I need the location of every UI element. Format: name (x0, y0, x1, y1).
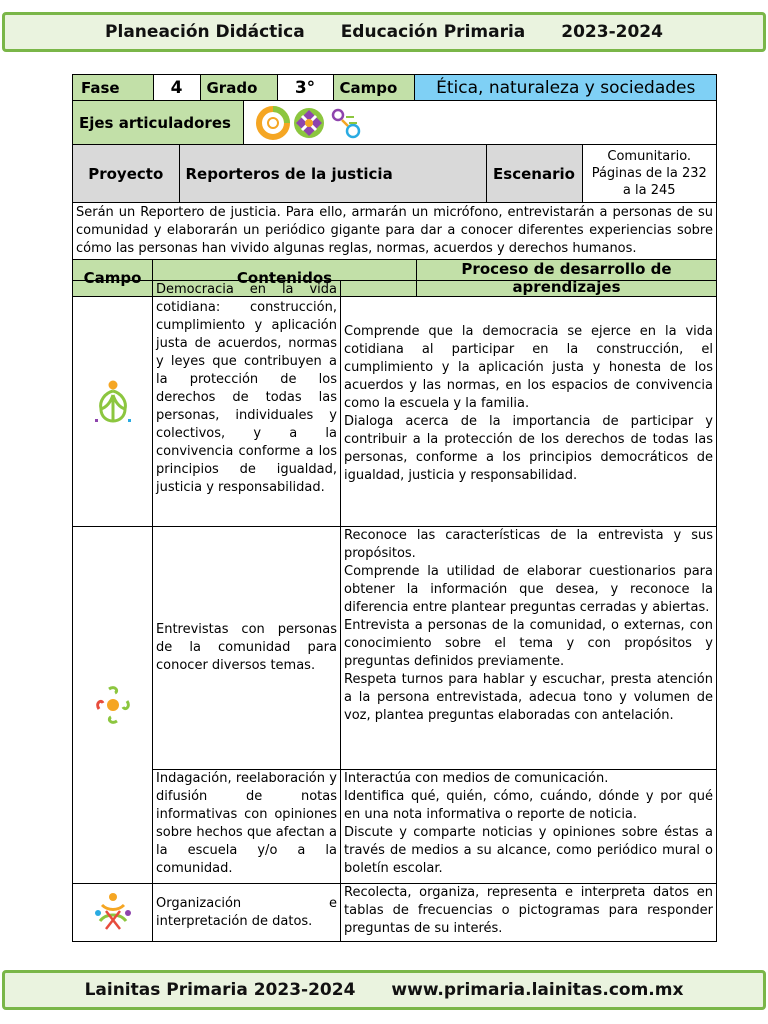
footer-url[interactable]: www.primaria.lainitas.com.mx (391, 980, 684, 1000)
fase-value: 4 (153, 75, 200, 100)
proceso-cell (341, 770, 717, 884)
lenguajes-icon (93, 683, 133, 727)
contenidos-table (72, 280, 717, 942)
header-title: Planeación Didáctica (105, 22, 305, 42)
info-row (73, 75, 717, 101)
proceso-cell (341, 281, 717, 527)
proyecto-row (73, 145, 717, 203)
escenario-value: Comunitario. Páginas de la 232 a la 245 (591, 149, 707, 198)
table-row (73, 884, 717, 942)
col-header-contenidos: Contenidos (153, 260, 417, 297)
proceso-item: Identifica qué, quién, cómo, cuándo, dónde y por qué en una nota informativa o reporte de noticia. (344, 789, 713, 822)
project-description: Serán un Reportero de justicia. Para ello, armarán un micrófono, entrevistarán a personas de su comunidad y elaborarán un periódico gigante para dar a conocer diferentes experiencias sobre cómo las personas han vivido algunas reglas, normas, acuerdos y derechos humanos. (73, 203, 717, 260)
interculturalidad-icon (292, 106, 326, 140)
igualdad-genero-icon (328, 106, 364, 140)
col-header-campo: Campo (73, 260, 153, 297)
proceso-item: Comprende la utilidad de elaborar cuestionarios para obtener la información que desea, y reconoce la diferencia entre plantear preguntas cerradas y abiertas. (344, 564, 713, 615)
proceso-item: Dialoga acerca de la importancia de participar y contribuir a la protección de los derechos de todas las personas, conforme a los principios democráticos de igualdad, justicia y responsabilidad. (344, 413, 713, 483)
proceso-item: Discute y comparte noticias y opiniones sobre éstas a través de medios a su alcance, como periódico mural o boletín escolar. (344, 825, 713, 876)
col-header-proceso: Proceso de desarrollo de aprendizajes (417, 260, 717, 297)
description-row (73, 203, 717, 260)
contenido-cell: Democracia en la vida cotidiana: construcción, cumplimiento y aplicación justa de acuerdos, normas y leyes que contribuyen a la protección de los derechos de todas las personas, individuales y colectivos, y a la convivencia conforme a los principios de igualdad, justicia y responsabilidad. (153, 281, 341, 527)
header-banner (2, 12, 766, 52)
saberes-pensamiento-icon (92, 891, 134, 935)
contenido-cell: Indagación, reelaboración y difusión de notas informativas con opiniones sobre hechos que afectan a la escuela y/o a la comunidad. (153, 770, 341, 884)
header-level: Educación Primaria (340, 22, 526, 42)
proceso-item: Entrevista a personas de la comunidad, o externas, con conocimiento sobre el tema y con propósitos y preguntas definidos previamente. (344, 618, 713, 669)
proceso-item: Reconoce las características de la entrevista y sus propósitos. (344, 528, 713, 561)
proyecto-value: Reporteros de la justicia (179, 145, 486, 202)
header-year: 2023-2024 (561, 22, 663, 42)
proceso-cell (341, 884, 717, 942)
campo-label: Campo (333, 75, 414, 100)
fase-label: Fase (73, 75, 153, 100)
etica-naturaleza-icon (91, 379, 135, 429)
proyecto-label: Proyecto (73, 145, 179, 202)
ejes-label: Ejes articuladores (73, 101, 243, 144)
planning-table (72, 74, 717, 297)
table-row (73, 770, 717, 884)
table-row (73, 527, 717, 770)
proceso-item: Interactúa con medios de comunicación. (344, 771, 609, 786)
table-row (73, 281, 717, 527)
escenario-label: Escenario (486, 145, 582, 202)
inclusion-icon (256, 106, 290, 140)
grado-label: Grado (200, 75, 277, 100)
proceso-item: Recolecta, organiza, representa e interpreta datos en tablas de frecuencias o pictogramas para responder preguntas de su interés. (344, 885, 713, 936)
contenido-cell: Entrevistas con personas de la comunidad para conocer diversos temas. (153, 527, 341, 770)
proceso-item: Respeta turnos para hablar y escuchar, presta atención a la persona entrevistada, adecua tono y volumen de voz, plantea preguntas elaboradas con antelación. (344, 672, 713, 723)
footer-brand: Lainitas Primaria 2023-2024 (84, 980, 356, 1000)
ejes-row (73, 101, 717, 145)
grado-value: 3° (277, 75, 333, 100)
contenido-cell: Organización e interpretación de datos. (153, 884, 341, 942)
footer-banner (2, 970, 766, 1010)
proceso-cell (341, 527, 717, 770)
campo-value: Ética, naturaleza y sociedades (414, 75, 717, 100)
proceso-item: Comprende que la democracia se ejerce en la vida cotidiana al participar en la construcción, el cumplimiento y la aplicación justa y honesta de los acuerdos y las normas, en los espacios de convivencia como la escuela y la familia. (344, 323, 713, 411)
